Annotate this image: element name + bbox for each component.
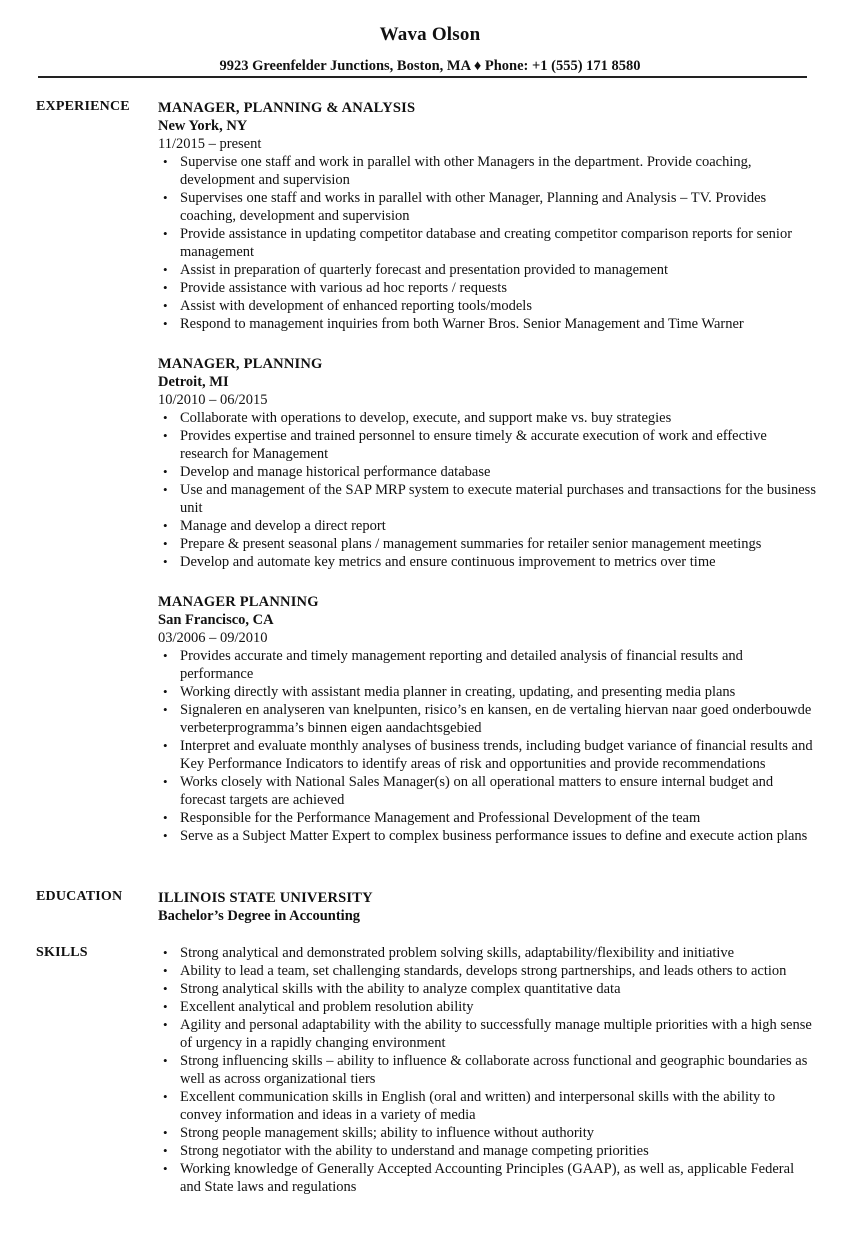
list-item: • Ability to lead a team, set challenging standards, develops strong partnerships, and leads others to action [158, 962, 818, 980]
list-item: • Signaleren en analyseren van knelpunten, risico’s en kansen, en de vertaling hiervan naar goed onderbouwde verbeterprogramma’s binnen eigen aandachtsgebied [158, 701, 818, 737]
job-dates: 10/2010 – 06/2015 [158, 392, 268, 408]
list-item: • Assist in preparation of quarterly forecast and presentation provided to management [158, 261, 818, 279]
job-location: San Francisco, CA [158, 612, 274, 628]
skills-list [158, 944, 818, 1196]
list-item: • Use and management of the SAP MRP system to execute material purchases and transactions for the business unit [158, 481, 818, 517]
school-name: ILLINOIS STATE UNIVERSITY [158, 890, 373, 906]
contact-line: 9923 Greenfelder Junctions, Boston, MA ♦ Phone: +1 (555) 171 8580 [219, 58, 641, 74]
list-item: • Supervise one staff and work in parallel with other Managers in the department. Provide coaching, development and supervision [158, 153, 818, 189]
list-item: • Working directly with assistant media planner in creating, updating, and presenting media plans [158, 683, 818, 701]
list-item: • Working knowledge of Generally Accepted Accounting Principles (GAAP), as well as, applicable Federal and State laws and regulations [158, 1160, 818, 1196]
list-item: • Prepare & present seasonal plans / management summaries for retailer senior management meetings [158, 535, 818, 553]
job-title: MANAGER, PLANNING [158, 356, 323, 372]
list-item: • Provides expertise and trained personnel to ensure timely & accurate execution of work and effective research for Management [158, 427, 818, 463]
list-item: • Assist with development of enhanced reporting tools/models [158, 297, 818, 315]
list-item: • Strong analytical and demonstrated problem solving skills, adaptability/flexibility and initiative [158, 944, 818, 962]
list-item: • Works closely with National Sales Manager(s) on all operational matters to ensure internal budget and forecast targets are achieved [158, 773, 818, 809]
education-heading: EDUCATION [36, 889, 123, 904]
list-item: • Manage and develop a direct report [158, 517, 818, 535]
list-item: • Interpret and evaluate monthly analyses of business trends, including budget variance of financial results and Key Performance Indicators to identify areas of risk and opportunities and provide recommendations [158, 737, 818, 773]
list-item: • Strong negotiator with the ability to understand and manage competing priorities [158, 1142, 818, 1160]
job-bullet-list [158, 153, 818, 333]
list-item: • Provides accurate and timely management reporting and detailed analysis of financial results and performance [158, 647, 818, 683]
job-bullet-list [158, 647, 818, 845]
skills-heading: SKILLS [36, 945, 88, 960]
job-bullet-list [158, 409, 818, 571]
list-item: • Develop and manage historical performance database [158, 463, 818, 481]
list-item: • Excellent analytical and problem resolution ability [158, 998, 818, 1016]
experience-heading: EXPERIENCE [36, 99, 130, 114]
list-item: • Agility and personal adaptability with the ability to successfully manage multiple priorities with a high sense of urgency in a rapidly changing environment [158, 1016, 818, 1052]
skills-entry [158, 944, 818, 1196]
job-entry-1 [158, 99, 818, 333]
job-dates: 03/2006 – 09/2010 [158, 630, 268, 646]
list-item: • Provide assistance in updating competitor database and creating competitor comparison reports for senior management [158, 225, 818, 261]
job-title: MANAGER, PLANNING & ANALYSIS [158, 100, 416, 116]
list-item: • Excellent communication skills in English (oral and written) and interpersonal skills with the ability to convey information and ideas in a variety of media [158, 1088, 818, 1124]
degree: Bachelor’s Degree in Accounting [158, 908, 361, 924]
list-item: • Responsible for the Performance Management and Professional Development of the team [158, 809, 818, 827]
list-item: • Develop and automate key metrics and ensure continuous improvement to metrics over time [158, 553, 818, 571]
job-entry-3 [158, 593, 818, 845]
list-item: • Collaborate with operations to develop, execute, and support make vs. buy strategies [158, 409, 818, 427]
job-location: New York, NY [158, 118, 248, 134]
list-item: • Supervises one staff and works in parallel with other Manager, Planning and Analysis – TV. Provides coaching, development and supervision [158, 189, 818, 225]
list-item: • Strong influencing skills – ability to influence & collaborate across functional and geographic boundaries as well as across organizational tiers [158, 1052, 818, 1088]
list-item: • Respond to management inquiries from both Warner Bros. Senior Management and Time Warner [158, 315, 818, 333]
list-item: • Strong analytical skills with the ability to analyze complex quantitative data [158, 980, 818, 998]
job-entry-2 [158, 355, 818, 571]
job-dates: 11/2015 – present [158, 136, 262, 152]
education-entry [158, 889, 818, 925]
job-location: Detroit, MI [158, 374, 229, 390]
resume-name: Wava Olson [379, 24, 481, 45]
list-item: • Strong people management skills; ability to influence without authority [158, 1124, 818, 1142]
list-item: • Provide assistance with various ad hoc reports / requests [158, 279, 818, 297]
header-divider [38, 76, 807, 78]
job-title: MANAGER PLANNING [158, 594, 319, 610]
list-item: • Serve as a Subject Matter Expert to complex business performance issues to define and execute action plans [158, 827, 818, 845]
